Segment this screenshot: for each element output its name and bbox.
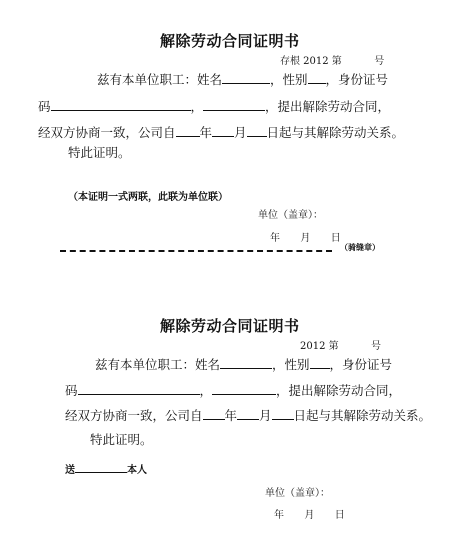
id-number-blank[interactable] xyxy=(51,98,191,111)
text-segment: 兹有本单位职工：姓名 xyxy=(95,357,221,372)
text-segment: 经双方协商一致，公司自 xyxy=(38,125,176,140)
text-segment: ，性别 xyxy=(270,72,308,87)
text-segment: 年 xyxy=(199,125,213,140)
unit-seal-label-2: 单位（盖章）： xyxy=(265,488,330,499)
send-suffix: 本人 xyxy=(127,465,147,476)
paragraph-line-2-2 xyxy=(65,381,401,399)
year-blank[interactable] xyxy=(176,124,200,137)
date-month: 月 xyxy=(304,510,315,521)
year-blank[interactable] xyxy=(203,407,225,420)
closing-statement-2: 特此证明。 xyxy=(90,432,153,447)
reference-number-2 xyxy=(300,337,381,352)
extra-blank[interactable] xyxy=(203,98,265,111)
text-segment: ， xyxy=(190,99,204,114)
closing-statement: 特此证明。 xyxy=(68,145,131,160)
month-blank[interactable] xyxy=(237,407,259,420)
id-number-blank[interactable] xyxy=(78,382,200,395)
document-title-2: 解除劳动合同证明书 xyxy=(160,317,300,335)
text-segment: 月 xyxy=(234,125,247,140)
text-segment: 兹有本单位职工：姓名 xyxy=(97,72,223,87)
paragraph-line-3-2 xyxy=(65,406,431,424)
date-day: 日 xyxy=(334,510,345,521)
paragraph-line-1 xyxy=(97,70,388,88)
text-segment: ， xyxy=(199,383,213,398)
day-blank[interactable] xyxy=(247,124,267,137)
date-year: 年 xyxy=(270,233,280,244)
text-segment: ，身份证号 xyxy=(329,357,393,372)
text-segment: ，提出解除劳动合同， xyxy=(265,99,391,114)
paragraph-line-1-2 xyxy=(95,355,392,373)
name-blank[interactable] xyxy=(222,71,270,84)
document-title: 解除劳动合同证明书 xyxy=(160,32,300,50)
text-segment: 月 xyxy=(259,408,272,423)
text-segment: 码 xyxy=(65,383,78,398)
reference-suffix-2: 号 xyxy=(371,341,382,352)
reference-suffix: 号 xyxy=(374,56,385,67)
extra-blank[interactable] xyxy=(212,382,276,395)
reference-prefix: 存根 2012 第 xyxy=(280,56,342,67)
date-line-2 xyxy=(274,506,345,521)
copy-note: （本证明一式两联，此联为单位联） xyxy=(68,192,228,203)
name-blank[interactable] xyxy=(220,356,272,369)
seam-seal-label: （骑缝章） xyxy=(340,242,380,252)
text-segment: 日起与其解除劳动关系。 xyxy=(293,408,432,423)
text-segment: 经双方协商一致，公司自 xyxy=(65,408,203,423)
reference-prefix-2: 2012 第 xyxy=(300,341,339,352)
day-blank[interactable] xyxy=(272,407,294,420)
text-segment: ，提出解除劳动合同， xyxy=(276,383,402,398)
recipient-blank[interactable] xyxy=(75,462,127,473)
text-segment: ，身份证号 xyxy=(325,72,389,87)
reference-number xyxy=(280,52,384,67)
text-segment: 日起与其解除劳动关系。 xyxy=(266,125,405,140)
gender-blank[interactable] xyxy=(310,356,330,369)
gender-blank[interactable] xyxy=(308,71,326,84)
send-to-line xyxy=(65,461,147,476)
text-segment: 码 xyxy=(38,99,51,114)
date-line xyxy=(270,229,341,244)
send-prefix: 送 xyxy=(65,465,75,476)
month-blank[interactable] xyxy=(212,124,234,137)
date-year: 年 xyxy=(274,510,284,521)
date-month: 月 xyxy=(300,233,311,244)
paragraph-line-2 xyxy=(38,97,390,115)
unit-seal-label: 单位（盖章）： xyxy=(258,210,323,221)
perforation-line xyxy=(60,250,332,252)
date-day: 日 xyxy=(330,233,341,244)
text-segment: 年 xyxy=(224,408,238,423)
paragraph-line-3 xyxy=(38,123,404,141)
text-segment: ，性别 xyxy=(272,357,310,372)
